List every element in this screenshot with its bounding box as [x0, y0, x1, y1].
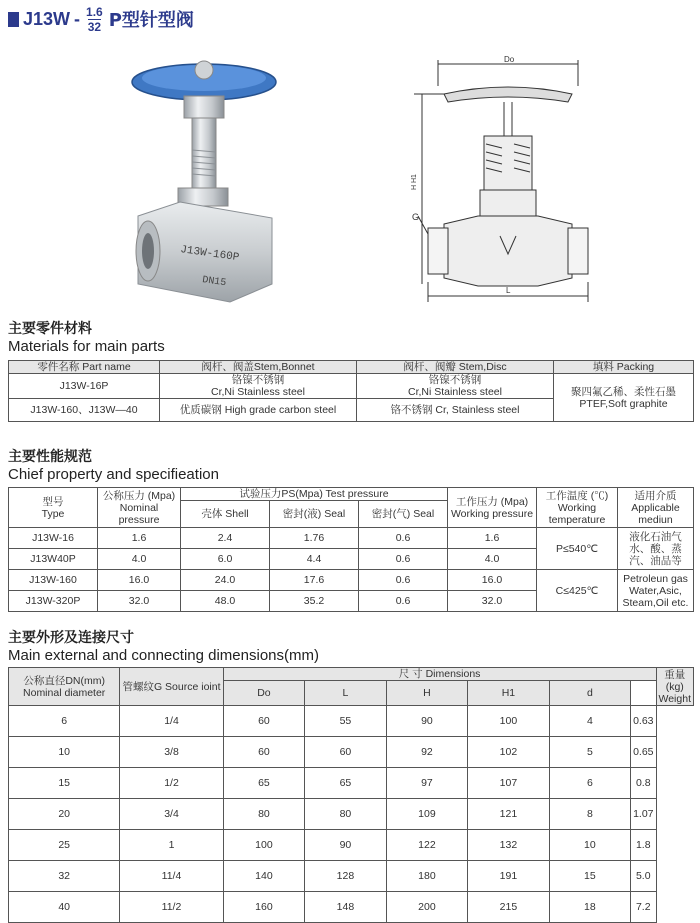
label-h: H H1 [411, 174, 418, 190]
table-row: J13W40P 4.0 6.0 4.4 0.6 4.0 [9, 549, 694, 570]
col-do: Do [223, 681, 305, 706]
medium-en-cell: Petroleun gas Water,Asic, Steam,Oil etc. [618, 570, 694, 612]
temp-cell-p: P≤540℃ [537, 528, 618, 570]
col-stem-disc: 阀杆、阀瓣 Stem,Disc [357, 361, 554, 374]
table-row: 25 1 100 90 122 132 10 1.8 [9, 830, 694, 861]
title-frac-bottom: 32 [87, 19, 102, 34]
table-row: J13W-160、J13W—40 优质碳钢 High grade carbon steel 铬不锈钢 Cr, Stainless steel [9, 399, 694, 422]
col-part-name: 零件名称 Part name [9, 361, 160, 374]
title-dash: - [74, 8, 81, 29]
col-stem-bonnet: 阀杆、阀盖Stem,Bonnet [160, 361, 357, 374]
col-seal-gas: 密封(气) Seal [359, 501, 448, 528]
col-nominal: 公称压力 (Mpa) Nominal pressure [98, 488, 181, 528]
col-packing: 填料 Packing [554, 361, 694, 374]
title-suffix: P型针型阀 [108, 10, 194, 31]
dimensions-table [8, 667, 694, 923]
col-seal-liquid: 密封(液) Seal [270, 501, 359, 528]
col-test-pressure: 试验压力PS(Mpa) Test pressure [181, 488, 448, 501]
dimensions-heading: 主要外形及连接尺寸 Main external and connecting dimensions(mm) [8, 630, 319, 664]
table-row: 20 3/4 80 80 109 121 8 1.07 [9, 799, 694, 830]
medium-cn-cell: 液化石油气水、酸、蒸汽、油品等 [618, 528, 694, 570]
col-dimensions: 尺 寸 Dimensions [223, 668, 656, 681]
title-pressure-fraction [86, 5, 103, 34]
valve-section-drawing [410, 56, 590, 306]
packing-cell: 聚四氟乙稀、柔性石墨 PTEF,Soft graphite [554, 374, 694, 422]
col-shell: 壳体 Shell [181, 501, 270, 528]
table-row: 15 1/2 65 65 97 107 6 0.8 [9, 768, 694, 799]
label-g: G [412, 212, 420, 222]
table-row: 32 11/4 140 128 180 191 15 5.0 [9, 861, 694, 892]
col-nominal-diameter: 公称直径DN(mm) Nominal diameter [9, 668, 120, 706]
col-temperature: 工作温度 (℃) Working temperature [537, 488, 618, 528]
size-marking: DN15 [201, 275, 227, 290]
col-medium: 适用介质 Applicable mediun [618, 488, 694, 528]
col-h: H [386, 681, 468, 706]
label-do: Do [504, 56, 515, 64]
title-frac-top: 1.6 [86, 4, 103, 19]
label-l: L [506, 286, 511, 295]
page-title [8, 4, 194, 34]
col-working: 工作压力 (Mpa) Working pressure [448, 488, 537, 528]
col-thread: 管螺纹G Source ioint [120, 668, 223, 706]
table-row: 6 1/4 60 55 90 100 4 0.63 [9, 706, 694, 737]
table-row: 40 11/2 160 148 200 215 18 7.2 [9, 892, 694, 923]
title-model: J13W [23, 8, 71, 29]
table-row: J13W-320P 32.0 48.0 35.2 0.6 32.0 [9, 591, 694, 612]
col-d: d [549, 681, 630, 706]
table-row: J13W-160 16.0 24.0 17.6 0.6 16.0 C≤425℃ Petroleun gas Water,Asic, Steam,Oil etc. [9, 570, 694, 591]
title-square-bullet [8, 12, 19, 27]
col-l: L [305, 681, 387, 706]
properties-heading: 主要性能规范 Chief property and specifieation [8, 449, 219, 483]
col-weight: 重量(kg) Weight [656, 668, 694, 706]
table-row: J13W-16P 铬镍不锈钢 Cr,Ni Stainless steel 铬镍不锈钢 Cr,Ni Stainless steel 聚四氟乙稀、柔性石墨 PTEF,Soft graphite [9, 374, 694, 399]
table-header-row [9, 361, 694, 374]
table-row: J13W-16 1.6 2.4 1.76 0.6 1.6 P≤540℃ 液化石油气水、酸、蒸汽、油品等 [9, 528, 694, 549]
col-h1: H1 [468, 681, 550, 706]
col-type: 型号 Type [9, 488, 98, 528]
temp-cell-c: C≤425℃ [537, 570, 618, 612]
valve-photo [120, 46, 280, 306]
properties-table [8, 487, 694, 612]
materials-heading: 主要零件材料 Materials for main parts [8, 321, 165, 355]
table-row: 10 3/8 60 60 92 102 5 0.65 [9, 737, 694, 768]
materials-table [8, 360, 694, 422]
body-marking: J13W-160P [179, 244, 240, 265]
